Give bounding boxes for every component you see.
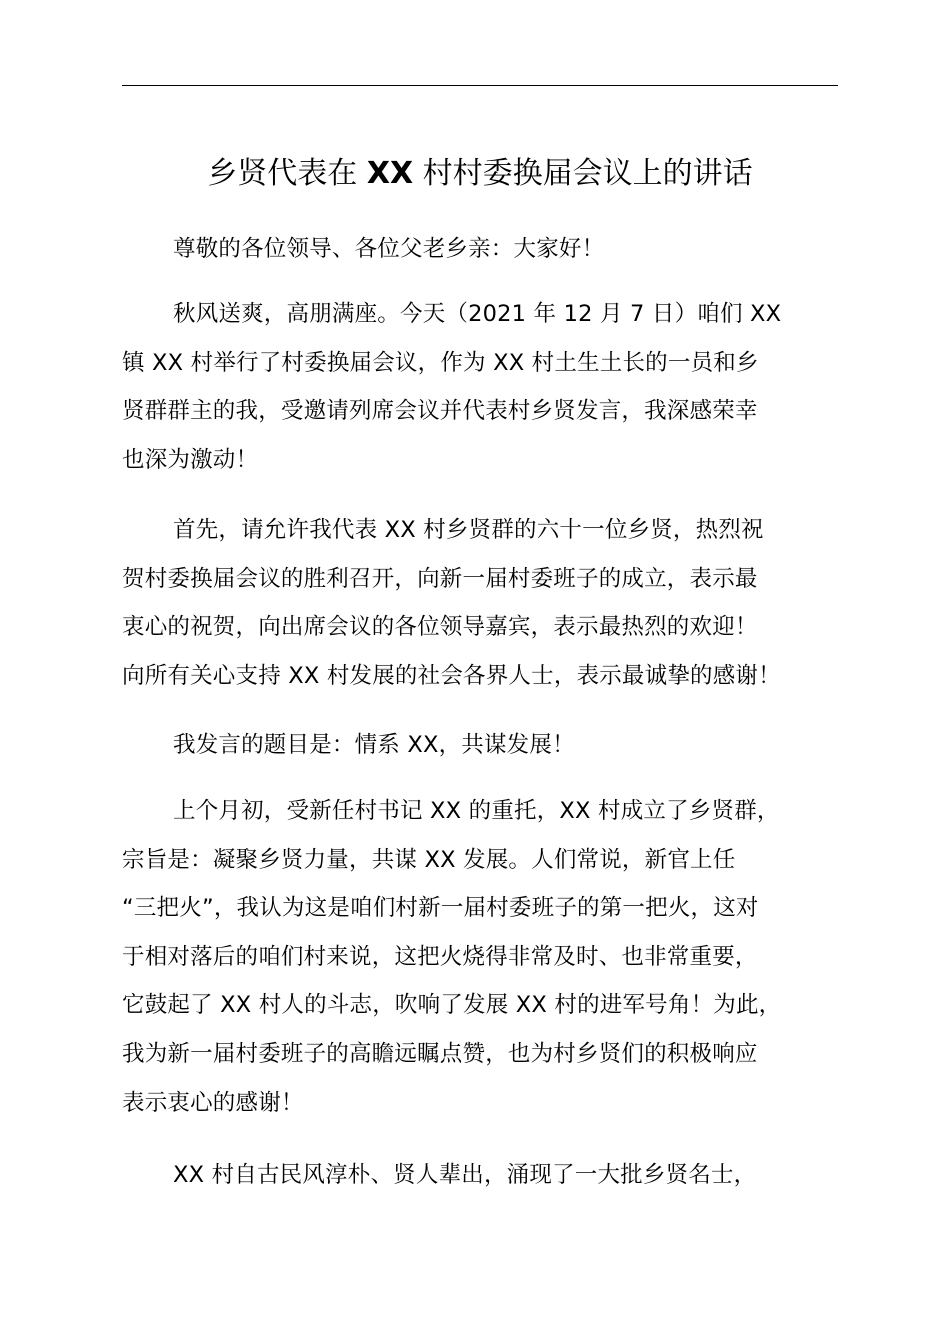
paragraph-history [122, 1151, 852, 1200]
paragraph-greeting [122, 225, 852, 274]
text-line: 于相对落后的咱们村来说，这把火烧得非常及时、也非常重要， [122, 943, 758, 970]
paragraph-topic [122, 721, 852, 770]
paragraph-opening [122, 290, 852, 484]
text-line: 也深为激动！ [122, 446, 259, 473]
text-line: 镇 XX 村举行了村委换届会议，作为 XX 村土生土长的一员和乡 [122, 349, 759, 376]
text-line: 贤群群主的我，受邀请列席会议并代表村乡贤发言，我深感荣幸 [122, 398, 758, 425]
title-part-2: XX [366, 156, 414, 191]
text-line: 上个月初，受新任村书记 XX 的重托，XX 村成立了乡贤群， [173, 798, 780, 824]
text-line: 尊敬的各位领导、各位父老乡亲：大家好！ [173, 236, 605, 262]
text-line: XX 村自古民风淳朴、贤人辈出，涌现了一大批乡贤名士， [173, 1162, 757, 1188]
text-line: 向所有关心支持 XX 村发展的社会各界人士，表示最诚挚的感谢！ [122, 662, 781, 689]
document-title [122, 150, 838, 198]
text-line: 宗旨是：凝聚乡贤力量，共谋 XX 发展。人们常说，新官上任 [122, 846, 736, 873]
title-part-3: 村村委换届会议上的讲话 [413, 156, 753, 191]
text-line: 衷心的祝贺，向出席会议的各位领导嘉宾，表示最热烈的欢迎！ [122, 614, 758, 641]
text-line: 它鼓起了 XX 村人的斗志，吹响了发展 XX 村的进军号角！为此， [122, 992, 782, 1019]
text-line: 表示衷心的感谢！ [122, 1089, 304, 1116]
text-line: 贺村委换届会议的胜利召开，向新一届村委班子的成立，表示最 [122, 565, 758, 592]
text-line: 首先，请允许我代表 XX 村乡贤群的六十一位乡贤，热烈祝 [173, 517, 764, 543]
paragraph-background [122, 787, 852, 1127]
text-line: 我发言的题目是：情系 XX，共谋发展！ [173, 732, 575, 758]
header-rule [122, 85, 838, 86]
title-part-1: 乡贤代表在 [207, 156, 367, 191]
text-line: 我为新一届村委班子的高瞻远瞩点赞，也为村乡贤们的积极响应 [122, 1040, 758, 1067]
paragraph-congratulations [122, 506, 852, 700]
text-line: “三把火”，我认为这是咱们村新一届村委班子的第一把火，这对 [122, 895, 759, 922]
text-line: 秋风送爽，高朋满座。今天（2021 年 12 月 7 日）咱们 XX [173, 301, 782, 327]
